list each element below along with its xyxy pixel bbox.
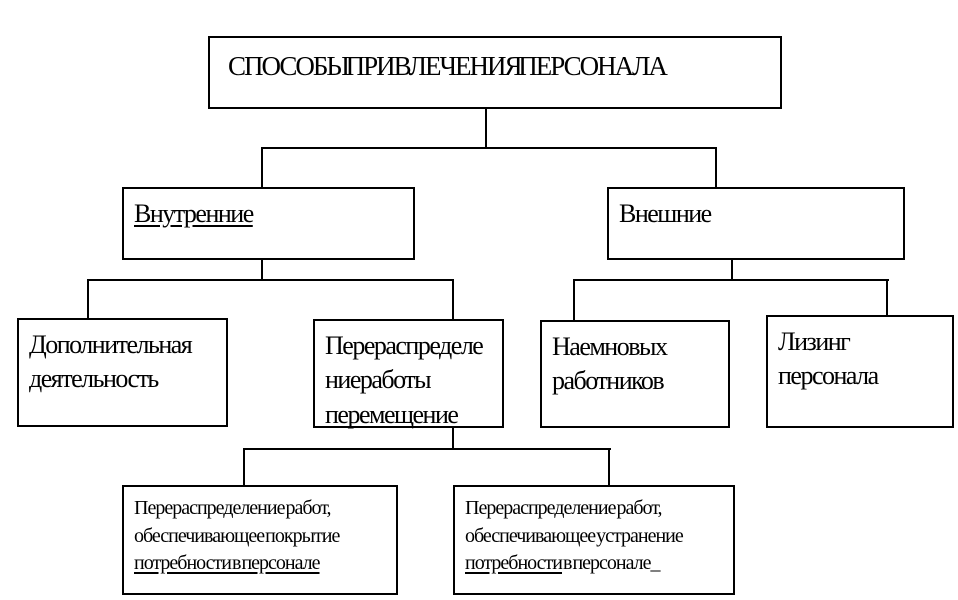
connector-to-leasing [886, 279, 888, 316]
connector-to-hiring [573, 279, 575, 321]
node-external [607, 187, 905, 260]
node-redistribution-line1: Перераспределе [325, 331, 483, 360]
node-internal [122, 187, 415, 260]
connector-to-cover [243, 448, 245, 486]
connector-to-additional [87, 279, 89, 319]
node-cover-line2: обеспечивающее покрытие [134, 524, 340, 547]
connector-external-children-horizontal [574, 279, 889, 281]
connector-title-stem [485, 109, 487, 149]
node-eliminate-line1: Перераспределение работ, [465, 497, 662, 519]
node-redistribution [313, 319, 504, 428]
node-cover-need [122, 485, 398, 595]
node-eliminate-line3 [465, 550, 723, 578]
connector-internal-stem [261, 260, 263, 281]
node-hiring-new-workers [540, 320, 730, 428]
node-cover-line3: потребности в персонале [134, 552, 320, 575]
node-additional-line2: деятельность [29, 364, 158, 394]
node-additional-activity [17, 318, 228, 427]
node-redistribution-line3-start: перемещ [325, 399, 413, 429]
node-leasing-line2: персонала [778, 361, 878, 391]
node-additional-line1: Дополнительная [29, 330, 192, 359]
connector-level2-horizontal [262, 147, 717, 149]
node-redistribution-line3-underlined: ение [412, 399, 458, 429]
node-external-label: Внешние [619, 199, 711, 228]
connector-to-eliminate [608, 448, 610, 486]
node-cover-line1: Перераспределение работ, [134, 497, 331, 519]
node-eliminate-need [453, 485, 735, 595]
node-hiring-line2: работников [552, 366, 664, 396]
node-hiring-line1: Наем новых [552, 332, 667, 361]
node-internal-label: Внутренние [134, 199, 253, 228]
connector-level4-horizontal [244, 448, 611, 450]
connector-external-stem [731, 260, 733, 281]
connector-to-redistribution [452, 279, 454, 320]
node-redistribution-line3 [325, 398, 492, 432]
node-eliminate-line2: обеспечивающее устранение [465, 524, 683, 547]
node-eliminate-line3-end: в персонале_ [562, 552, 660, 575]
node-eliminate-line3-underlined: потребности [465, 552, 562, 575]
node-title-label: СПОСОБЫ ПРИВЛЕЧЕНИЯ ПЕРСОНАЛА [228, 51, 666, 81]
node-redistribution-line2: ние работы [325, 365, 431, 395]
connector-to-internal [261, 147, 263, 188]
connector-internal-children-horizontal [88, 279, 454, 281]
node-personnel-leasing [766, 315, 954, 428]
node-title [208, 36, 782, 109]
node-leasing-line1: Лизинг [778, 327, 850, 356]
connector-to-external [715, 147, 717, 188]
